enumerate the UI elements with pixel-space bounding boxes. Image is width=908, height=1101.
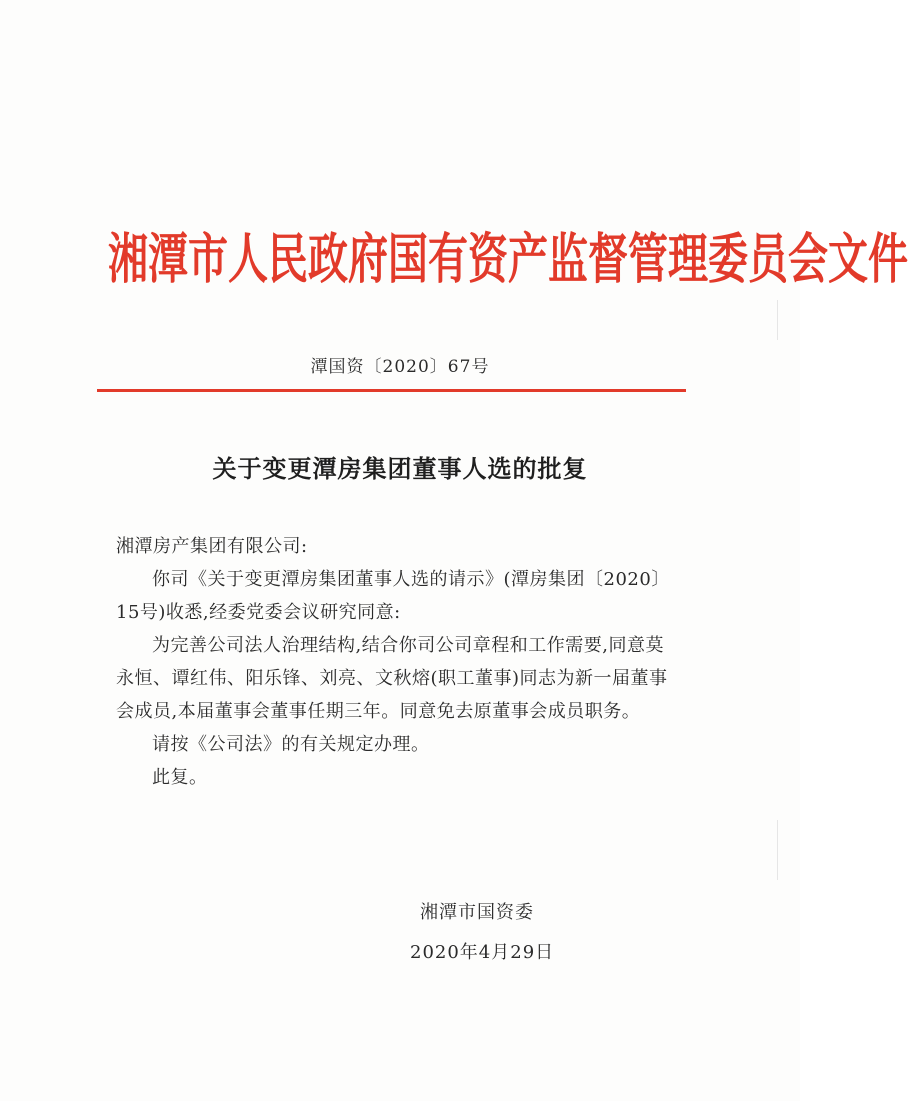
body-paragraph: 此复。 — [152, 767, 208, 788]
document-title: 关于变更潭房集团董事人选的批复 — [212, 454, 588, 483]
document-body — [116, 530, 676, 794]
body-paragraph: 你司《关于变更潭房集团董事人选的请示》(潭房集团〔2020〕15号)收悉,经委党委会议研究同意: — [116, 569, 670, 623]
body-paragraph: 请按《公司法》的有关规定办理。 — [152, 734, 430, 755]
masthead-title: 湘潭市人民政府国有资产监督管理委员会文件 — [108, 227, 908, 292]
addressee: 湘潭房产集团有限公司: — [116, 536, 308, 557]
scan-artifact — [777, 820, 778, 880]
document-number: 潭国资〔2020〕67号 — [310, 357, 490, 377]
body-paragraph: 为完善公司法人治理结构,结合你司公司章程和工作需要,同意莫永恒、谭红伟、阳乐锋、刘亮、文秋熔(职工董事)同志为新一届董事会成员,本届董事会董事任期三年。同意免去原董事会成员职务。 — [116, 635, 668, 722]
scan-artifact — [777, 300, 778, 340]
issuer-signature: 湘潭市国资委 — [420, 902, 534, 923]
red-divider — [97, 389, 686, 392]
issue-date: 2020年4月29日 — [410, 942, 555, 963]
